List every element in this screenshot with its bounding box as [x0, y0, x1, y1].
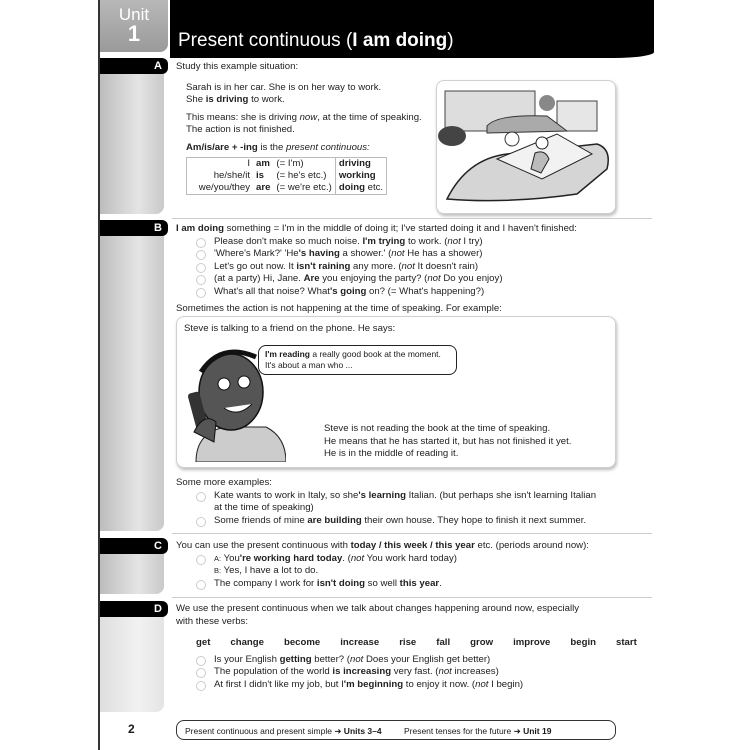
bullet-icon: [196, 681, 206, 691]
title-bar: [170, 0, 654, 58]
bullet-icon: [196, 250, 206, 260]
example-item: What's all that noise? What's going on? (= What's happening?): [176, 286, 616, 299]
bullet-icon: [196, 492, 206, 502]
bubble-line: I'm reading a really good book at the moment.: [265, 349, 441, 359]
example-item: Some friends of mine are building their own house. They hope to finish it next summer.: [176, 515, 616, 528]
bullet-icon: [196, 555, 206, 565]
explanation-line: This means: she is driving now, at the time of speaking.: [186, 111, 422, 123]
steve-intro: Steve is talking to a friend on the phone. He says:: [184, 323, 396, 334]
bullet-icon: [196, 275, 206, 285]
verb: grow: [470, 637, 494, 648]
unit-number: 1: [127, 21, 141, 46]
bullet-icon: [196, 668, 206, 678]
example-item: Please don't make so much noise. I'm trying to work. (not I try): [176, 236, 616, 249]
section-b: [176, 223, 616, 316]
bullet-icon: [196, 288, 206, 298]
verb: become: [283, 637, 321, 648]
section-divider: [172, 597, 652, 598]
example-item: A: You're working hard today. (not You work hard today): [176, 553, 616, 566]
section-divider: [172, 533, 652, 534]
verb-list: [196, 637, 637, 650]
arrow-right-icon: ➜: [334, 726, 342, 736]
bullet-icon: [196, 238, 206, 248]
bullet-icon: [196, 517, 206, 527]
verb: change: [230, 637, 264, 648]
explanation-line: Steve is not reading the book at the time of speaking.: [324, 423, 551, 434]
section-tab-d: D: [100, 601, 168, 617]
title-end: ): [447, 30, 454, 51]
title-bold: I am doing: [352, 30, 448, 51]
unit-badge: [100, 0, 168, 52]
conjugation-table: [186, 157, 387, 195]
verb: start: [615, 637, 637, 648]
section-d-sidebar: [100, 617, 164, 712]
section-tab-b: B: [100, 220, 168, 236]
example-item: 'Where's Mark?' 'He's having a shower.' (not He has a shower): [176, 248, 616, 261]
section-a: [176, 61, 426, 195]
cross-reference-2[interactable]: Present tenses for the future ➜ Unit 19: [403, 726, 552, 736]
section-c-intro: You can use the present continuous with today / this week / this year etc. (periods around now):: [176, 540, 589, 551]
explanation-line: He is in the middle of reading it.: [324, 448, 459, 459]
verb: fall: [436, 637, 451, 648]
verb: rise: [399, 637, 417, 648]
section-divider: [172, 218, 652, 219]
section-b-sidebar: [100, 236, 164, 531]
sidebar: [100, 0, 168, 750]
example-item: The population of the world is increasing very fast. (not increases): [176, 666, 616, 679]
page-title: [178, 30, 454, 52]
cross-reference-box: [176, 720, 616, 740]
steve-explanation: [324, 423, 571, 461]
table-row: he/she/it is (= he's etc.) working: [213, 170, 376, 181]
example-item: The company I work for isn't doing so well this year.: [176, 578, 616, 591]
section-c-sidebar: [100, 554, 164, 594]
verb: get: [196, 637, 211, 648]
verb: begin: [570, 637, 596, 648]
bullet-icon: [196, 656, 206, 666]
section-tab-c: C: [100, 538, 168, 554]
example-line: Sarah is in her car. She is on her way to work.: [186, 81, 382, 93]
example-item: B: Yes, I have a lot to do.: [214, 565, 319, 576]
title-text: Present continuous (: [178, 30, 353, 51]
section-a-intro: Study this example situation:: [176, 61, 299, 72]
example-item: Let's go out now. It isn't raining any more. (not It doesn't rain): [176, 261, 616, 274]
section-a-sidebar: [100, 74, 164, 214]
bullet-icon: [196, 263, 206, 273]
car-drawing-icon: [437, 81, 615, 213]
verb: increase: [340, 637, 380, 648]
verb: improve: [513, 637, 551, 648]
more-examples-heading: Some more examples:: [176, 477, 272, 488]
woman-driving-car-illustration: [436, 80, 616, 214]
grammar-rule: Am/is/are + -ing is the present continuous:: [186, 141, 370, 153]
example-item: (at a party) Hi, Jane. Are you enjoying the party? (not Do you enjoy): [176, 273, 616, 286]
section-tab-a: A: [100, 58, 168, 74]
cross-reference-1[interactable]: Present continuous and present simple ➜ Units 3–4: [185, 726, 382, 736]
example-item: At first I didn't like my job, but I'm beginning to enjoy it now. (not I begin): [176, 679, 616, 692]
speech-bubble: [258, 345, 457, 375]
example-item: Is your English getting better? (not Does your English get better): [176, 654, 616, 667]
example-line: She is driving to work.: [186, 94, 285, 105]
example-item: Kate wants to work in Italy, so she's learning Italian. (but perhaps she isn't learning Italian at the time of speaking): [176, 490, 616, 515]
table-row: we/you/they are (= we're etc.) doing etc.: [198, 182, 384, 193]
section-c: [176, 540, 616, 590]
section-d-intro: with these verbs:: [176, 615, 248, 627]
page-number: 2: [128, 722, 135, 736]
section-b-note: Sometimes the action is not happening at the time of speaking. For example:: [176, 303, 502, 314]
explanation-line: The action is not finished.: [186, 124, 295, 135]
more-examples: [176, 477, 616, 527]
unit-label: Unit: [118, 5, 150, 24]
section-b-definition: I am doing something = I'm in the middle of doing it; I've started doing it and I haven't finished:: [176, 223, 577, 234]
bubble-line: It's about a man who ...: [265, 360, 353, 370]
section-d-intro: We use the present continuous when we talk about changes happening around now, especially: [176, 603, 580, 614]
section-d: [176, 603, 637, 691]
arrow-right-icon: ➜: [513, 726, 521, 736]
explanation-line: He means that he has started it, but has not finished it yet.: [324, 435, 572, 447]
table-row: I am (= I'm) driving: [247, 158, 371, 169]
bullet-icon: [196, 580, 206, 590]
